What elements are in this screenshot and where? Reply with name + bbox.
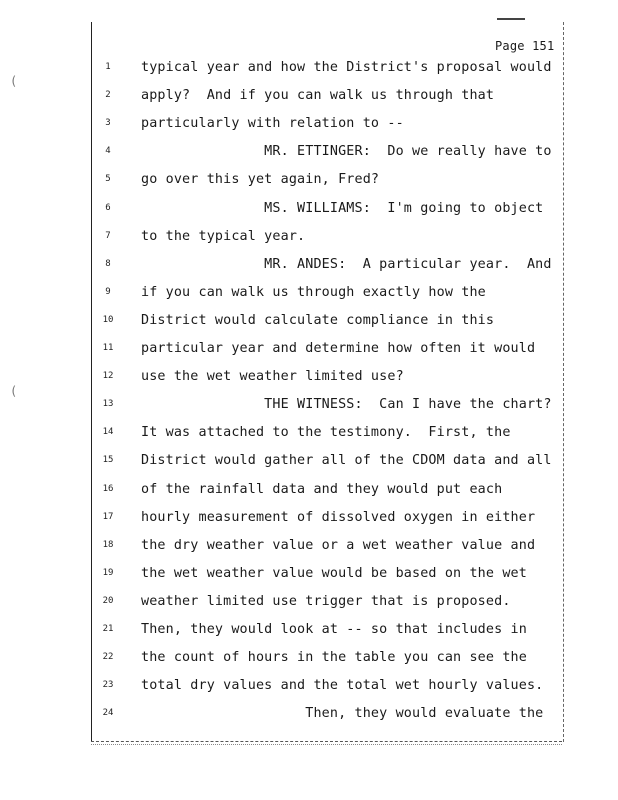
transcript-line: District would gather all of the CDOM data and all — [141, 453, 552, 469]
transcript-line: the dry weather value or a wet weather value and — [141, 537, 536, 553]
transcript-line: District would calculate compliance in this — [141, 312, 495, 328]
line-number: 12 — [102, 371, 114, 382]
transcript-line: total dry values and the total wet hourly values. — [141, 678, 544, 694]
transcript-line: particular year and determine how often it would — [141, 341, 536, 356]
line-number: 24 — [102, 708, 114, 719]
transcript-line: typical year and how the District's proposal would — [141, 60, 552, 75]
transcript-line: MR. ANDES: A particular year. And — [141, 256, 552, 272]
line-number: 6 — [105, 202, 111, 213]
line-number: 3 — [105, 118, 111, 129]
transcript-line: hourly measurement of dissolved oxygen in either — [141, 509, 536, 525]
line-number: 4 — [105, 146, 111, 157]
transcript-line: if you can walk us through exactly how the — [141, 284, 486, 300]
transcript-line: to the typical year. — [141, 228, 306, 244]
transcript-line: Then, they would look at -- so that includes in — [141, 622, 527, 637]
line-number: 23 — [102, 680, 114, 691]
line-number: 2 — [105, 90, 111, 101]
line-number: 14 — [102, 427, 114, 438]
top-edge-mark — [497, 18, 525, 20]
transcript-line: the count of hours in the table you can see the — [141, 650, 527, 666]
page-bottom-rule — [91, 741, 562, 745]
line-number: 7 — [105, 230, 111, 241]
line-number: 20 — [102, 595, 114, 606]
line-number: 10 — [102, 314, 114, 325]
transcript-line: use the wet weather limited use? — [141, 369, 404, 385]
line-number: 18 — [102, 539, 114, 550]
line-number: 9 — [105, 286, 111, 297]
scan-speck: ( — [10, 384, 18, 398]
transcript-line: MR. ETTINGER: Do we really have to — [141, 144, 552, 160]
transcript-line: apply? And if you can walk us through that — [141, 88, 495, 104]
scan-speck: ( — [10, 74, 18, 88]
transcript-line: go over this yet again, Fred? — [141, 172, 380, 188]
line-number: 8 — [105, 258, 111, 269]
transcript-line: particularly with relation to -- — [141, 116, 404, 132]
transcript-line: of the rainfall data and they would put each — [141, 481, 503, 497]
transcript-line: It was attached to the testimony. First, the — [141, 425, 511, 441]
line-number: 5 — [105, 174, 111, 185]
transcript-line: the wet weather value would be based on the wet — [141, 565, 527, 581]
transcript-line: MS. WILLIAMS: I'm going to object — [141, 200, 544, 216]
page-number: Page 151 — [495, 39, 555, 53]
line-number: 1 — [105, 62, 111, 72]
transcript-line: weather limited use trigger that is proposed. — [141, 593, 511, 609]
line-number: 11 — [102, 343, 114, 353]
line-number: 17 — [102, 511, 114, 522]
line-number: 22 — [102, 652, 114, 663]
transcript-line: Then, they would evaluate the — [141, 706, 544, 722]
line-number: 19 — [102, 567, 114, 578]
line-number: 15 — [102, 455, 114, 466]
transcript-line: THE WITNESS: Can I have the chart? — [141, 397, 552, 413]
line-number: 16 — [102, 483, 114, 494]
line-number: 21 — [102, 624, 114, 634]
line-number: 13 — [102, 399, 114, 410]
